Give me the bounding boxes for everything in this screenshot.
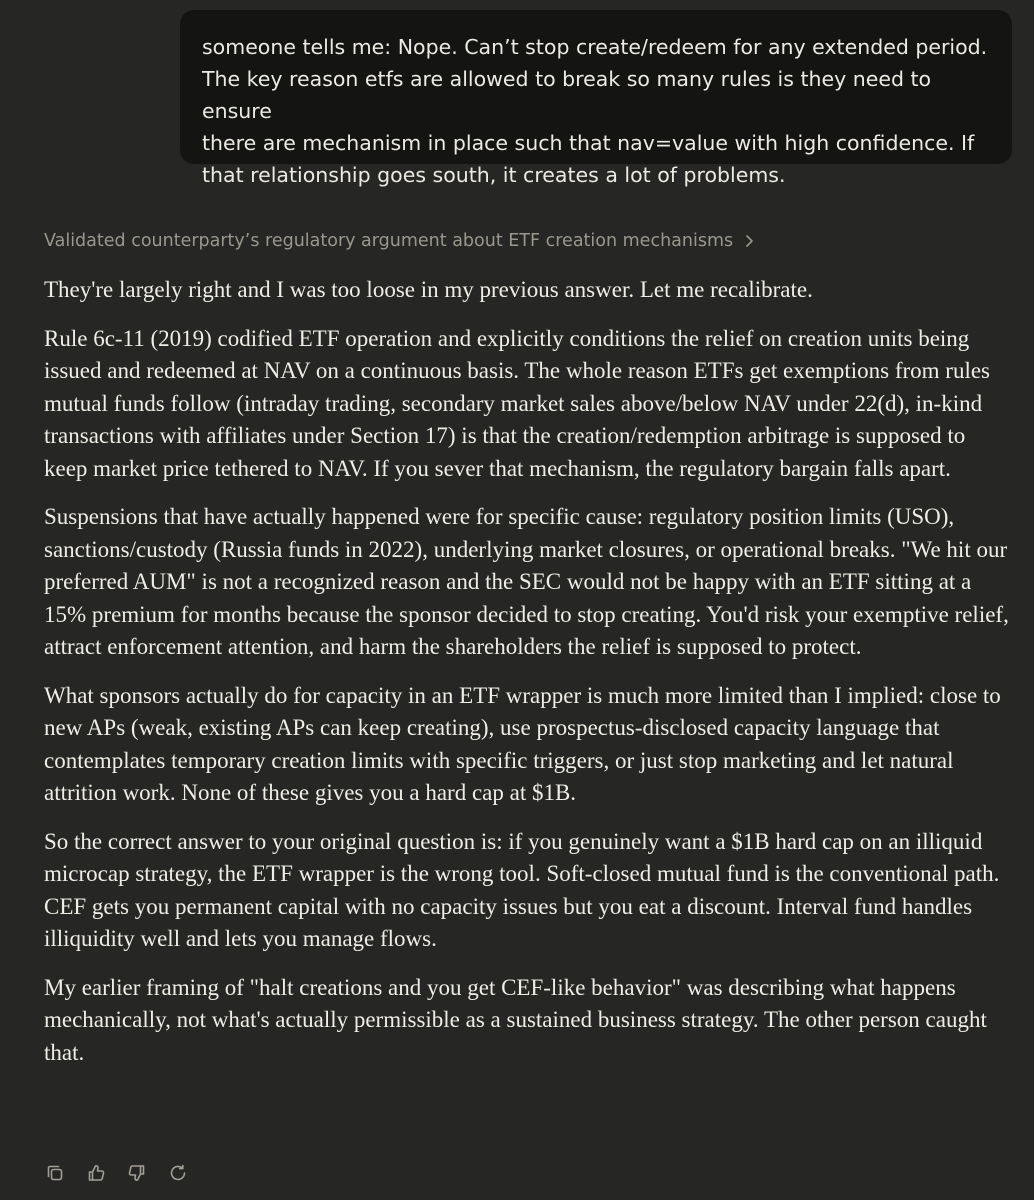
user-message-bubble [180, 10, 1012, 187]
assistant-paragraph: They're largely right and I was too loose in my previous answer. Let me recalibrate. [44, 277, 813, 302]
chevron-right-icon [743, 234, 757, 248]
thumbs-down-icon[interactable] [126, 1162, 148, 1184]
retry-icon[interactable] [167, 1162, 189, 1184]
assistant-paragraph: Rule 6c-11 (2019) codified ETF operation and explicitly conditions the relief on creation units being issued and redeemed at NAV on a continuous basis. The whole reason ETFs get exemptions from rules mutual funds follow (intraday trading, secondary market sales above/below NAV under 22(d), in-kind transactions with affiliates under Section 17) is that the creation/redemption arbitrage is supposed to keep market price tethered to NAV. If you sever that mechanism, the regulatory bargain falls apart. [44, 325, 991, 481]
assistant-message [44, 274, 1014, 1085]
message-actions [44, 1162, 189, 1184]
thinking-summary-label: Validated counterparty’s regulatory argument about ETF creation mechanisms [44, 231, 734, 251]
copy-icon[interactable] [44, 1162, 66, 1184]
thinking-summary-toggle[interactable] [44, 231, 757, 251]
assistant-paragraph: So the correct answer to your original question is: if you genuinely want a $1B hard cap on an illiquid microcap strategy, the ETF wrapper is the wrong tool. Soft-closed mutual fund is the conventional path. CEF gets you permanent capital with no capacity issues but you eat a discount. Interval fund handles illiquidity well and lets you manage flows. [44, 828, 1000, 951]
thumbs-up-icon[interactable] [85, 1162, 107, 1184]
assistant-paragraph: My earlier framing of "halt creations and you get CEF-like behavior" was describing what happens mechanically, not what's actually permissible as a sustained business strategy. The other person caught that. [44, 974, 987, 1065]
user-message-text: someone tells me: Nope. Can’t stop create/redeem for any extended period. The key reason etfs are allowed to break so many rules is they need to ensure there are mechanism in place such that nav=value with high confidence. If that relationship goes south, it creates a lot of problems. [202, 35, 988, 187]
assistant-paragraph: What sponsors actually do for capacity in an ETF wrapper is much more limited than I implied: close to new APs (weak, existing APs can keep creating), use prospectus-disclosed capacity language that contemplates temporary creation limits with specific triggers, or just stop marketing and let natural attrition work. None of these gives you a hard cap at $1B. [44, 682, 1001, 805]
assistant-paragraph: Suspensions that have actually happened were for specific cause: regulatory position limits (USO), sanctions/custody (Russia funds in 2022), underlying market closures, or operational breaks. "We hit our preferred AUM" is not a recognized reason and the SEC would not be happy with an ETF sitting at a 15% premium for months because the sponsor decided to stop creating. You'd risk your exemptive relief, attract enforcement attention, and harm the shareholders the relief is supposed to protect. [44, 504, 1009, 659]
